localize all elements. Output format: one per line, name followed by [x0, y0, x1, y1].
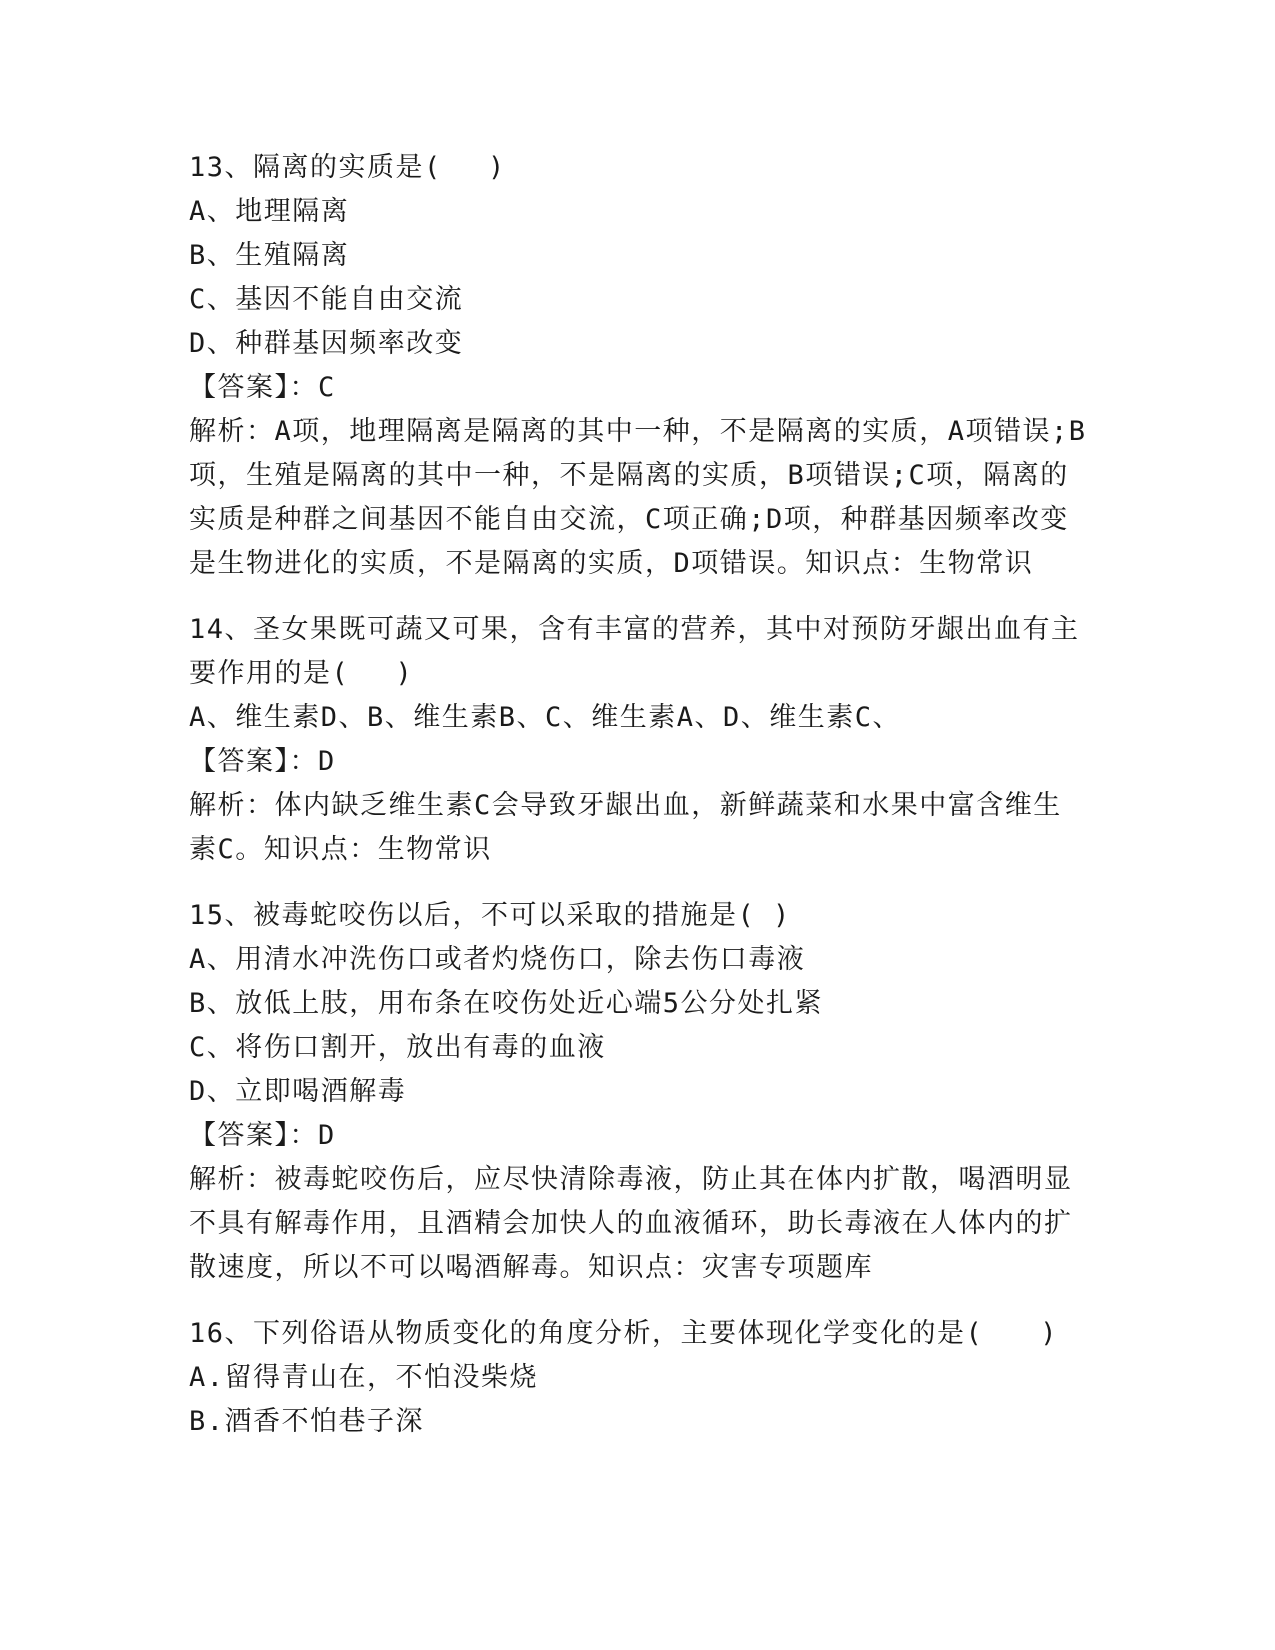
option-d: D、种群基因频率改变 [189, 328, 464, 359]
question-stem: 15、被毒蛇咬伤以后，不可以采取的措施是( ) [189, 900, 791, 931]
option-a: A、用清水冲洗伤口或者灼烧伤口，除去伤口毒液 [189, 944, 806, 975]
question-stem: 16、下列俗语从物质变化的角度分析，主要体现化学变化的是( ) [189, 1318, 1059, 1349]
option-b: B、放低上肢，用布条在咬伤处近心端5公分处扎紧 [189, 988, 824, 1019]
analysis-text: 解析：体内缺乏维生素C会导致牙龈出血，新鲜蔬菜和水果中富含维生素C。知识点：生物常识 [189, 790, 1062, 865]
question-16 [189, 1312, 1089, 1444]
question-14 [189, 608, 1089, 872]
option-c: C、将伤口割开，放出有毒的血液 [189, 1032, 606, 1063]
option-b: B.酒香不怕巷子深 [189, 1406, 425, 1437]
options-line: A、维生素D、B、维生素B、C、维生素A、D、维生素C、 [189, 702, 902, 733]
option-b: B、生殖隔离 [189, 240, 350, 271]
question-13 [189, 146, 1089, 586]
option-d: D、立即喝酒解毒 [189, 1076, 407, 1107]
option-a: A.留得青山在，不怕没柴烧 [189, 1362, 539, 1393]
analysis-text: 解析：A项，地理隔离是隔离的其中一种，不是隔离的实质，A项错误;B项，生殖是隔离的其中一种，不是隔离的实质，B项错误;C项，隔离的实质是种群之间基因不能自由交流，C项正确;D项，种群基因频率改变是生物进化的实质，不是隔离的实质，D项错误。知识点：生物常识 [189, 416, 1087, 579]
analysis-text: 解析：被毒蛇咬伤后，应尽快清除毒液，防止其在体内扩散，喝酒明显不具有解毒作用，且酒精会加快人的血液循环，助长毒液在人体内的扩散速度，所以不可以喝酒解毒。知识点：灾害专项题库 [189, 1164, 1073, 1283]
question-stem: 14、圣女果既可蔬又可果，含有丰富的营养，其中对预防牙龈出血有主要作用的是( ) [189, 614, 1080, 689]
answer-line: 【答案】：D [189, 1120, 336, 1151]
option-c: C、基因不能自由交流 [189, 284, 464, 315]
question-list [189, 146, 1089, 1444]
option-a: A、地理隔离 [189, 196, 350, 227]
answer-line: 【答案】：D [189, 746, 336, 777]
question-15 [189, 894, 1089, 1290]
question-stem: 13、隔离的实质是( ) [189, 152, 506, 183]
answer-line: 【答案】：C [189, 372, 336, 403]
